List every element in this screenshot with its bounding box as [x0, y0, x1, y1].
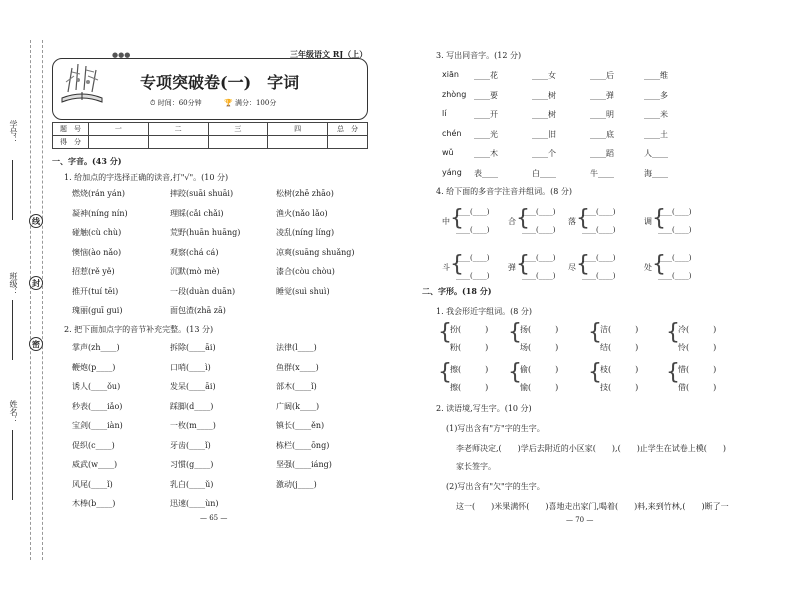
- q1-item[interactable]: 招惹(rě yě): [72, 267, 115, 276]
- q3-item[interactable]: ____底: [590, 129, 614, 139]
- q1-item[interactable]: 凌乱(níng líng): [276, 228, 335, 237]
- q3-pinyin: wǔ: [442, 148, 454, 157]
- q3-item[interactable]: ____明: [590, 110, 614, 119]
- s2q1-item-bottom[interactable]: 怜( ): [678, 343, 717, 352]
- open-book-icon: [58, 62, 106, 108]
- q2-item[interactable]: 拆除(____āi): [170, 343, 216, 352]
- q3-item[interactable]: ____树: [532, 90, 556, 100]
- q2-item[interactable]: 发呆(____āi): [170, 382, 216, 391]
- binding-line: [30, 40, 31, 560]
- seal-mark-line: 线: [29, 214, 43, 228]
- q1-item[interactable]: 面包渣(zhā zā): [170, 306, 226, 315]
- seal-mark-close: 密: [29, 337, 43, 351]
- q4-blank-top[interactable]: ____(____): [582, 254, 616, 262]
- q4-brace: {: [576, 252, 590, 277]
- time-label: ⏱ 时间：60分钟: [150, 99, 202, 107]
- q4-blank-bottom[interactable]: ____(____): [456, 272, 490, 280]
- q3-pinyin: lí: [442, 109, 447, 118]
- q3-item[interactable]: 表____: [474, 168, 498, 178]
- s2q1-item-top[interactable]: 洁( ): [600, 325, 639, 334]
- q4-blank-top[interactable]: ____(____): [522, 208, 556, 216]
- score-table-header-row: 题 号 一 二 三 四 总 分: [53, 123, 368, 136]
- q3-item[interactable]: ____维: [644, 71, 668, 80]
- q4-blank-bottom[interactable]: ____(____): [582, 272, 616, 280]
- q4-blank-top[interactable]: ____(____): [456, 208, 490, 216]
- q1-item[interactable]: 燃烧(rán yán): [72, 189, 125, 198]
- q3-item[interactable]: 白____: [532, 168, 556, 178]
- section2-title: 二、字形。(18 分): [422, 286, 492, 296]
- score-table: [52, 122, 368, 149]
- s2q1-item-bottom[interactable]: 场( ): [520, 343, 559, 352]
- name-label: 姓名：: [9, 400, 18, 424]
- s2q1-item-bottom[interactable]: 技( ): [600, 383, 639, 392]
- q1-item[interactable]: 凝神(níng nín): [72, 208, 128, 218]
- binding-line-inner: [42, 40, 43, 560]
- book-illustration: [58, 62, 106, 108]
- s2q1-brace: {: [508, 360, 522, 385]
- q2-item[interactable]: 牙齿(____ǐ): [170, 440, 211, 450]
- s2q1-item-top[interactable]: 偷( ): [520, 365, 559, 374]
- s2q1-item-top[interactable]: 擦( ): [450, 365, 489, 374]
- q4-blank-bottom[interactable]: ____(____): [456, 226, 490, 234]
- q2-item[interactable]: 坚强(____iáng): [276, 460, 332, 469]
- grade-label: 三年级语文 RJ（上）: [290, 49, 368, 59]
- q3-pinyin: xiān: [442, 70, 459, 79]
- s2q1-brace: {: [588, 320, 602, 345]
- name-line: [12, 430, 13, 500]
- q4-blank-bottom[interactable]: ____(____): [658, 272, 692, 280]
- page-number-right: — 70 —: [566, 516, 594, 524]
- q2-item[interactable]: 威武(w____): [72, 460, 118, 469]
- q3-pinyin: yáng: [442, 167, 462, 177]
- s2q1-item-top[interactable]: 冷( ): [678, 325, 717, 334]
- q4-blank-top[interactable]: ____(____): [658, 208, 692, 216]
- s2q1-item-top[interactable]: 枝( ): [600, 365, 639, 374]
- q3-item[interactable]: ____木: [474, 149, 498, 158]
- q4-brace: {: [450, 206, 464, 231]
- s2-q2-sub1-line1: 李老师决定,( )学后去附近的小区家( ),( )止学生在试卷上模( ): [456, 444, 727, 453]
- q4-brace: {: [516, 206, 530, 231]
- s2q1-item-top[interactable]: 扮( ): [450, 325, 489, 334]
- q2-item[interactable]: 踩脚(d____): [170, 401, 214, 411]
- q4-char: 落: [568, 217, 576, 226]
- q2-item[interactable]: 栋栏(____ōng): [276, 440, 330, 450]
- q4-brace: {: [652, 206, 666, 231]
- q4-blank-top[interactable]: ____(____): [456, 254, 490, 262]
- q1-item[interactable]: 推开(tuí tēi): [72, 286, 119, 296]
- q4-blank-top[interactable]: ____(____): [582, 208, 616, 216]
- q3-item[interactable]: ____弹: [590, 90, 614, 100]
- seal-mark-seal: 封: [29, 276, 43, 290]
- q2-item[interactable]: 掌声(zh____): [72, 343, 120, 352]
- clock-icon: ⏱: [150, 99, 156, 107]
- s2q1-brace: {: [666, 320, 680, 345]
- s2q1-item-top[interactable]: 惜( ): [678, 365, 717, 374]
- q1-item[interactable]: 荒野(huān huāng): [170, 228, 241, 237]
- q1-item[interactable]: 碰触(cù chù): [72, 228, 122, 237]
- q1-item[interactable]: 漆合(còu chòu): [276, 267, 335, 276]
- q3-item[interactable]: ____花: [474, 71, 498, 80]
- score-label: 🏆 满分：100分: [224, 99, 277, 107]
- q2-item[interactable]: 习惯(g____): [170, 460, 214, 469]
- q3-item[interactable]: ____后: [590, 71, 614, 80]
- q1-item[interactable]: 观察(chá cá): [170, 247, 219, 257]
- q1-item[interactable]: 一段(duàn duān): [170, 286, 236, 296]
- s2q1-brace: {: [438, 360, 452, 385]
- s2-q2-prompt: 2. 读语境,写生字。(10 分): [436, 404, 532, 413]
- q2-item[interactable]: 部木(____ǐ): [276, 382, 317, 391]
- q3-item[interactable]: ____土: [644, 129, 668, 139]
- q2-item[interactable]: 秒表(____iǎo): [72, 401, 123, 411]
- s2-q2-sub1: (1)写出含有"方"字的生字。: [446, 424, 545, 433]
- class-label: 班级：: [9, 272, 18, 296]
- q2-item[interactable]: 诱人(____ǒu): [72, 382, 121, 391]
- q3-item[interactable]: ____女: [532, 71, 556, 80]
- s2q1-brace: {: [588, 360, 602, 385]
- q3-item[interactable]: ____要: [474, 90, 498, 100]
- q4-char: 弹: [508, 263, 516, 272]
- q4-blank-bottom[interactable]: ____(____): [582, 226, 616, 234]
- q4-blank-bottom[interactable]: ____(____): [522, 272, 556, 280]
- q2-item[interactable]: 宝剑(____iàn): [72, 421, 123, 430]
- q2-item[interactable]: 口哨(____ì): [170, 362, 211, 372]
- q1-item[interactable]: 凉爽(suāng shuǎng): [276, 247, 355, 257]
- s2q1-item-bottom[interactable]: 粉( ): [450, 343, 489, 352]
- score-table-score-row: 得 分: [53, 136, 368, 149]
- q3-item[interactable]: ____个: [532, 149, 556, 158]
- seat-label: 学号：: [9, 120, 18, 144]
- s2q1-item-bottom[interactable]: 愉( ): [520, 383, 559, 392]
- q2-item[interactable]: 木棒(b____): [72, 499, 116, 508]
- s2q1-brace: {: [508, 320, 522, 345]
- q2-item[interactable]: 乳白(____ǔ): [170, 479, 214, 489]
- q1-item[interactable]: 沉默(mò mè): [170, 267, 220, 276]
- header-dots: ●●●: [112, 50, 131, 59]
- q4-char: 合: [508, 217, 516, 226]
- q2-item[interactable]: 迅速(____ùn): [170, 499, 219, 508]
- q4-char: 调: [644, 217, 652, 226]
- q1-item[interactable]: 理睬(cǎi chǎi): [170, 208, 224, 218]
- q4-blank-bottom[interactable]: ____(____): [658, 226, 692, 234]
- q2-item[interactable]: 广阔(k____): [276, 401, 320, 411]
- q2-item[interactable]: 一枚(m____): [170, 421, 216, 430]
- page-title: 专项突破卷(一) 字词: [140, 73, 300, 92]
- q3-item[interactable]: ____米: [644, 110, 668, 119]
- q1-item[interactable]: 摔跤(suāi shuāi): [170, 189, 234, 198]
- q3-pinyin: chén: [442, 128, 462, 138]
- q2-item[interactable]: 鞭炮(p____): [72, 362, 116, 372]
- q1-item[interactable]: 松树(zhē zhāo): [276, 189, 334, 198]
- section1-title: 一、字音。(43 分): [52, 156, 122, 166]
- s2q1-item-bottom[interactable]: 擦( ): [450, 383, 489, 392]
- q4-blank-top[interactable]: ____(____): [522, 254, 556, 262]
- s2-q2-sub2: (2)写出含有"欠"字的生字。: [446, 482, 545, 491]
- q4-brace: {: [516, 252, 530, 277]
- q2-item[interactable]: 激动(j____): [276, 479, 317, 489]
- q1-prompt: 1. 给加点的字选择正确的读音,打"√"。(10 分): [64, 173, 229, 182]
- q3-item[interactable]: ____蹈: [590, 149, 614, 158]
- q4-brace: {: [652, 252, 666, 277]
- q4-prompt: 4. 给下面的多音字注音并组词。(8 分): [436, 187, 573, 196]
- s2q1-brace: {: [666, 360, 680, 385]
- q2-item[interactable]: 促织(c____): [72, 440, 115, 450]
- q1-item[interactable]: 懊恼(ào nǎo): [72, 247, 122, 257]
- q3-pinyin: zhòng: [442, 89, 467, 99]
- q3-item[interactable]: ____光: [474, 129, 498, 139]
- q4-char: 处: [644, 263, 652, 272]
- q3-item[interactable]: ____开: [474, 110, 498, 119]
- s2-q2-sub1-line2: 家长签字。: [456, 462, 496, 471]
- q4-char: 尽: [568, 263, 576, 272]
- s2q1-item-top[interactable]: 扬( ): [520, 325, 559, 334]
- q2-item[interactable]: 法律(l____): [276, 343, 317, 352]
- q1-item[interactable]: 瑰丽(guī gui): [72, 306, 123, 315]
- q4-char: 斗: [442, 263, 450, 272]
- trophy-icon: 🏆: [224, 99, 233, 107]
- q4-char: 中: [442, 217, 450, 226]
- s2q1-brace: {: [438, 320, 452, 345]
- q4-blank-top[interactable]: ____(____): [658, 254, 692, 262]
- q3-item[interactable]: 牛____: [590, 168, 614, 178]
- q3-item[interactable]: ____旧: [532, 129, 556, 139]
- s2q1-item-bottom[interactable]: 结( ): [600, 343, 639, 352]
- q4-brace: {: [450, 252, 464, 277]
- q2-prompt: 2. 把下面加点字的音节补充完整。(13 分): [64, 325, 214, 334]
- q1-item[interactable]: 睡觉(suì shuì): [276, 286, 330, 296]
- seat-line: [12, 160, 13, 220]
- q3-item[interactable]: ____多: [644, 90, 668, 100]
- q3-item[interactable]: ____树: [532, 110, 556, 119]
- class-line: [12, 300, 13, 360]
- s2-q1-prompt: 1. 我会形近字组词。(8 分): [436, 307, 533, 316]
- s2-q2-sub2-line1: 这一( )米果满怀( )喜地走出家门,喝着( )料,来到竹林,( )断了一: [456, 502, 729, 511]
- q2-item[interactable]: 鱼群(x____): [276, 362, 319, 372]
- q3-prompt: 3. 写出同音字。(12 分): [436, 51, 522, 60]
- s2q1-item-bottom[interactable]: 借( ): [678, 383, 717, 392]
- q2-item[interactable]: 镇长(____ěn): [276, 421, 325, 430]
- q4-blank-bottom[interactable]: ____(____): [522, 226, 556, 234]
- q3-item[interactable]: 海____: [644, 168, 668, 178]
- q1-item[interactable]: 渔火(nǎo lǎo): [276, 208, 328, 218]
- q4-brace: {: [576, 206, 590, 231]
- page-number-left: — 65 —: [200, 514, 228, 522]
- q2-item[interactable]: 风尾(____ǐ): [72, 479, 113, 489]
- q3-item[interactable]: 人____: [644, 149, 668, 158]
